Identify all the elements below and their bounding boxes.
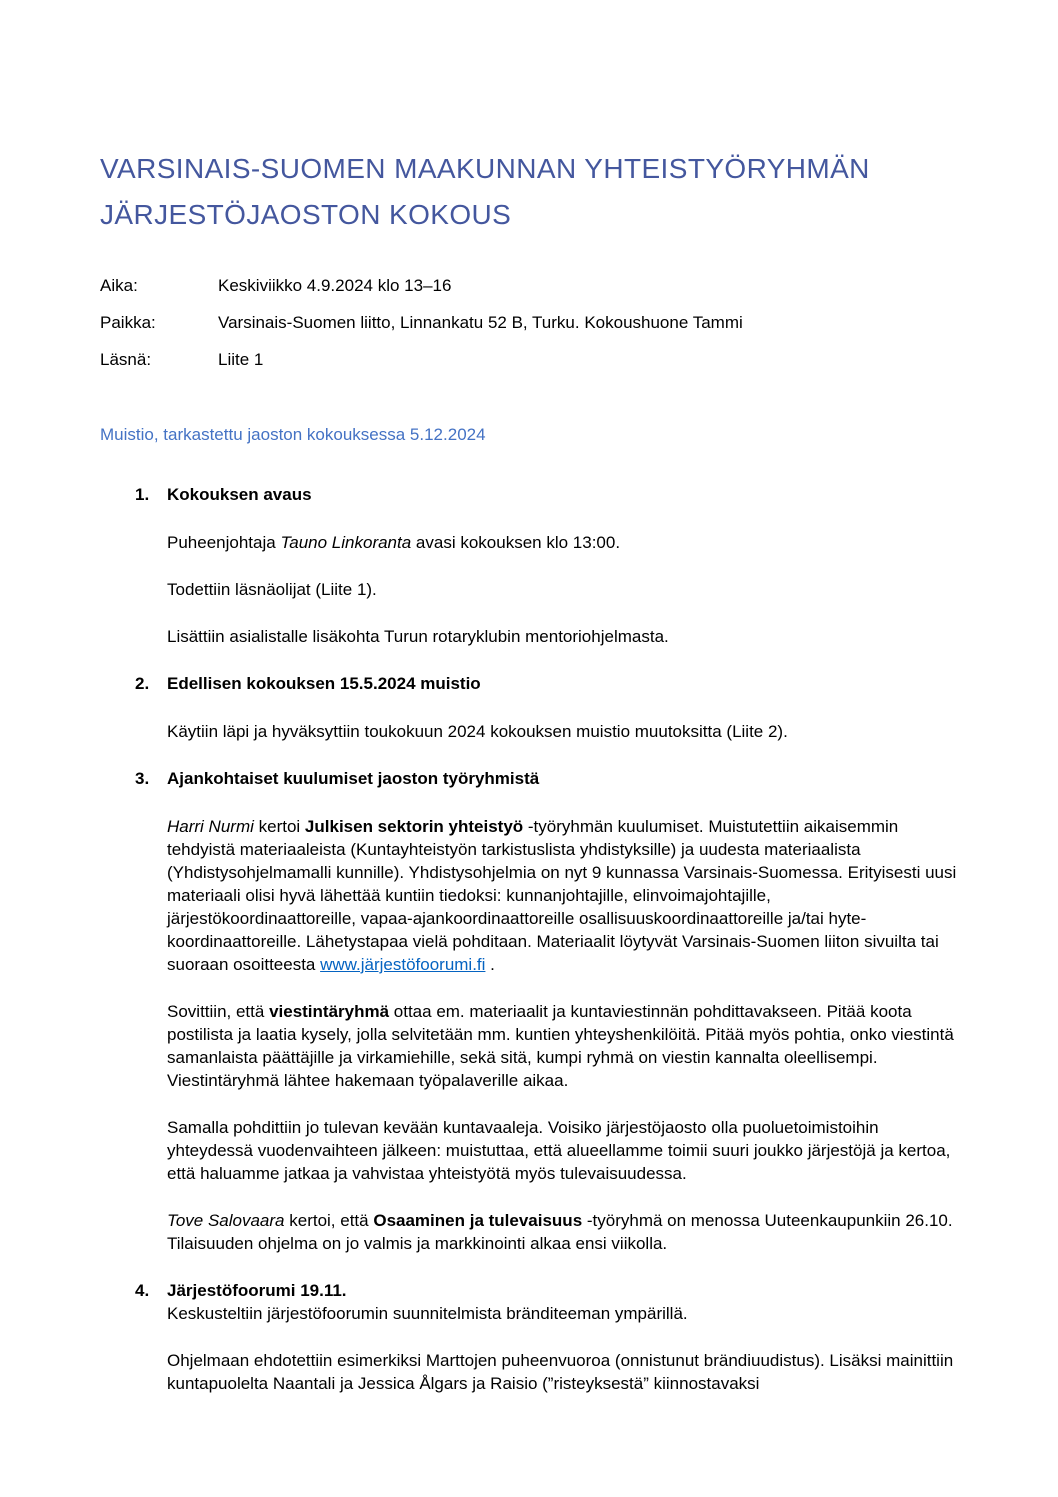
meeting-meta [100, 274, 958, 371]
paragraph [167, 815, 958, 976]
meta-value: Liite 1 [218, 350, 264, 369]
paragraph-text: kertoi, että [284, 1211, 374, 1230]
person-name: Harri Nurmi [167, 817, 254, 836]
paragraph: Samalla pohdittiin jo tulevan kevään kuntavaaleja. Voisiko järjestöjaosto olla puoluetoimistoihin yhteydessä vuodenvaihteen jälkeen: muistuttaa, että alueellamme toimii suuri joukko järjestöjä ja kertoa, että haluamme jatkaa ja vahvistaa yhteistyötä myös tulevaisuudessa. [167, 1118, 951, 1183]
item-3-heading-row [100, 767, 958, 790]
meta-row-aika [100, 274, 958, 297]
paragraph: Keskusteltiin järjestöfoorumin suunnitelmista bränditeeman ympärillä. [167, 1304, 688, 1323]
paragraph-text: Sovittiin, että [167, 1002, 270, 1021]
paragraph-text: ottaa em. materiaalit ja kuntaviestinnän pohdittavakseen. Pitää koota postilista ja laatia kysely, jolla selvitetään mm. kuntien yhteyshenkilöitä. Pitää myös pohtia, onko viestintä samanlaista päättäjille ja virkamiehille, sekä sitä, kumpi ryhmä on viestin kannalta oleellisempi. Viestintäryhmä lähtee hakemaan työpalaverille aikaa. [167, 1002, 954, 1090]
item-heading: Ajankohtaiset kuulumiset jaoston työryhmistä [167, 769, 540, 788]
item-heading: Edellisen kokouksen 15.5.2024 muistio [167, 674, 481, 693]
person-name: Tove Salovaara [167, 1211, 285, 1230]
item-heading: Järjestöfoorumi 19.11. [167, 1281, 347, 1300]
paragraph-text: kertoi [253, 817, 305, 836]
person-name: Tauno Linkoranta [280, 533, 412, 552]
meta-row-lasna [100, 348, 958, 371]
paragraph: Lisättiin asialistalle lisäkohta Turun rotaryklubin mentoriohjelmasta. [167, 627, 669, 646]
meta-label: Paikka: [100, 313, 156, 332]
item-heading: Kokouksen avaus [167, 485, 312, 504]
item-number: 3. [135, 769, 150, 788]
meta-value: Varsinais-Suomen liitto, Linnankatu 52 B, Turku. Kokoushuone Tammi [218, 313, 743, 332]
paragraph: Ohjelmaan ehdotettiin esimerkiksi Marttojen puheenvuoroa (onnistunut brändiuudistus). Lisäksi mainittiin kuntapuolelta Naantali ja Jessica Ålgars ja Raisio (”risteyksestä” kiinnostavaksi [167, 1351, 954, 1393]
workgroup-name: Julkisen sektorin yhteistyö [304, 817, 524, 836]
item-4-heading-row [100, 1279, 958, 1302]
agenda-item-4 [100, 1279, 958, 1395]
jarjestofoorumi-link[interactable]: www.järjestöfoorumi.fi [320, 955, 486, 974]
status-line: Muistio, tarkastettu jaoston kokouksessa 5.12.2024 [100, 425, 486, 444]
paragraph-text: Puheenjohtaja [167, 533, 281, 552]
item-number: 1. [135, 485, 150, 504]
meta-value: Keskiviikko 4.9.2024 klo 13–16 [218, 276, 452, 295]
agenda-item-2 [100, 672, 958, 743]
agenda-item-1 [100, 483, 958, 648]
document-title-line-2: JÄRJESTÖJAOSTON KOKOUS [100, 199, 512, 230]
paragraph: Todettiin läsnäolijat (Liite 1). [167, 580, 377, 599]
workgroup-name: viestintäryhmä [269, 1002, 390, 1021]
item-number: 4. [135, 1281, 150, 1300]
paragraph: Käytiin läpi ja hyväksyttiin toukokuun 2024 kokouksen muistio muutoksitta (Liite 2). [167, 722, 788, 741]
paragraph [167, 1209, 958, 1255]
paragraph-text: . [485, 955, 495, 974]
meta-label: Aika: [100, 276, 138, 295]
item-number: 2. [135, 674, 150, 693]
paragraph [167, 531, 958, 554]
paragraph [167, 1000, 958, 1092]
workgroup-name: Osaaminen ja tulevaisuus [373, 1211, 583, 1230]
item-1-heading-row [100, 483, 958, 506]
paragraph-text: avasi kokouksen klo 13:00. [411, 533, 621, 552]
agenda-item-3 [100, 767, 958, 1255]
document-title-line-1: VARSINAIS-SUOMEN MAAKUNNAN YHTEISTYÖRYHMÄN [100, 153, 870, 184]
paragraph-text: -työryhmä on menossa Uuteenkaupunkiin 26.10. Tilaisuuden ohjelma on jo valmis ja markkinointi alkaa ensi viikolla. [167, 1211, 953, 1253]
meta-row-paikka [100, 311, 958, 334]
item-2-heading-row [100, 672, 958, 695]
document-title [100, 146, 958, 238]
paragraph-text: -työryhmän kuulumiset. Muistutettiin aikaisemmin tehdyistä materiaaleista (Kuntayhteistyön tarkistuslista yhdistyksille) ja uudesta materiaalista (Yhdistysohjelmamalli kunnille). Yhdistysohjelmia on nyt 9 kunnassa Varsinais-Suomessa. Erityisesti uusi materiaali olisi hyvä lähettää kuntiin tiedoksi: kunnanjohtajille, elinvoimajohtajille, järjestökoordinaattoreille, vapaa-ajankoordinaattoreille osallisuuskoordinaattoreille ja/tai hyte-koordinaattoreille. Lähetystapaa vielä pohditaan. Materiaalit löytyvät Varsinais-Suomen liiton sivuilta tai suoraan osoitteesta [167, 817, 957, 974]
meta-label: Läsnä: [100, 350, 152, 369]
agenda-list [100, 483, 958, 1395]
